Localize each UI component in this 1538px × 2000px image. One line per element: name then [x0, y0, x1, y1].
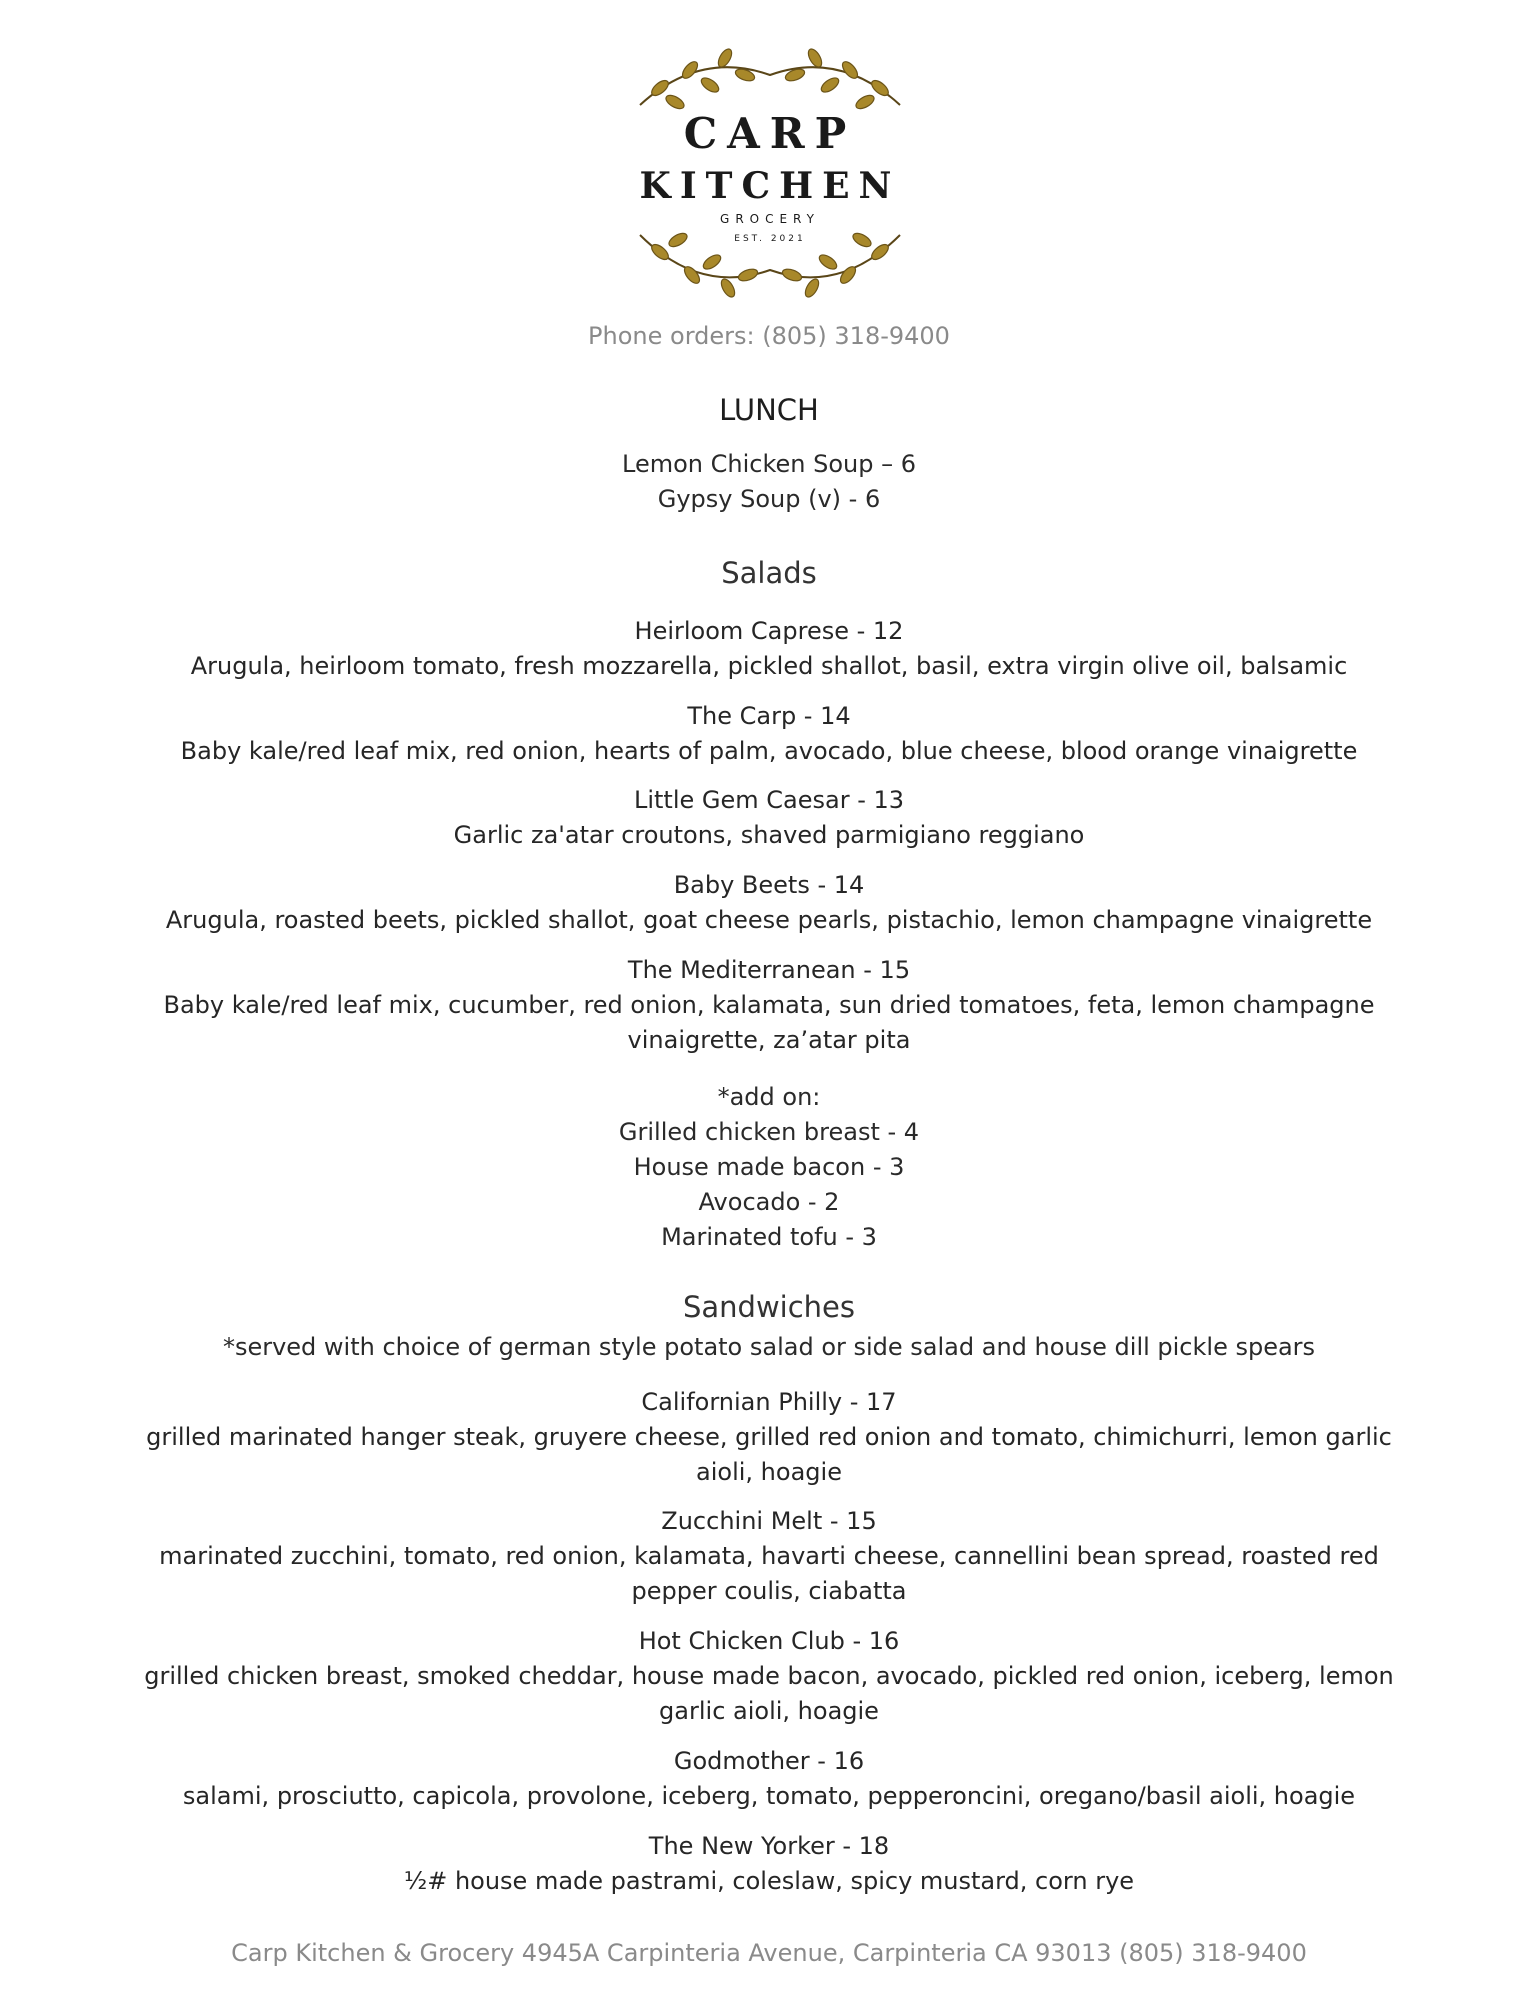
salad-add-ons: [0, 1080, 1538, 1255]
salad-description: Baby kale/red leaf mix, red onion, hearts of palm, avocado, blue cheese, blood orange vinaigrette: [180, 737, 1358, 765]
salad-description: Arugula, heirloom tomato, fresh mozzarella, pickled shallot, basil, extra virgin olive oil, balsamic: [190, 652, 1348, 680]
soup-item: Gypsy Soup (v) - 6: [657, 485, 881, 513]
sandwich-item: [120, 1504, 1418, 1609]
sandwich-description: ½# house made pastrami, coleslaw, spicy mustard, corn rye: [403, 1867, 1135, 1895]
salad-name: The Carp - 14: [687, 702, 851, 730]
sandwich-name: The New Yorker - 18: [648, 1832, 890, 1860]
soup-item: Lemon Chicken Soup – 6: [622, 450, 916, 478]
sandwich-name: Godmother - 16: [673, 1747, 865, 1775]
salad-item: [120, 614, 1418, 684]
carp-kitchen-logo: [620, 30, 920, 310]
add-on-item: House made bacon - 3: [633, 1153, 905, 1181]
footer-address: Carp Kitchen & Grocery 4945A Carpinteria Avenue, Carpinteria CA 93013 (805) 318-9400: [231, 1939, 1307, 1967]
sandwiches-title: Sandwiches: [682, 1290, 856, 1324]
add-on-label: *add on:: [717, 1083, 821, 1111]
salad-item: [120, 699, 1418, 769]
logo-est: EST. 2021: [734, 234, 806, 244]
soup-list: [0, 447, 1538, 517]
salad-description: Arugula, roasted beets, pickled shallot, goat cheese pearls, pistachio, lemon champagne vinaigrette: [165, 906, 1373, 934]
add-on-item: Marinated tofu - 3: [661, 1223, 877, 1251]
sandwich-item: [120, 1829, 1418, 1899]
salad-name: Baby Beets - 14: [673, 871, 865, 899]
lunch-title: LUNCH: [719, 393, 819, 427]
salad-name: Heirloom Caprese - 12: [634, 617, 904, 645]
salad-item: [120, 868, 1418, 938]
salad-description: Garlic za'atar croutons, shaved parmigiano reggiano: [453, 821, 1085, 849]
salad-name: The Mediterranean - 15: [627, 956, 911, 984]
sandwich-name: Zucchini Melt - 15: [661, 1507, 877, 1535]
phone-orders: Phone orders: (805) 318-9400: [588, 322, 950, 350]
salad-item: [120, 783, 1418, 853]
salad-description: Baby kale/red leaf mix, cucumber, red onion, kalamata, sun dried tomatoes, feta, lemon champagne vinaigrette, za’atar pita: [163, 991, 1375, 1054]
top-laurel-icon: [640, 47, 900, 111]
sandwiches-note: *served with choice of german style potato salad or side salad and house dill pickle spears: [222, 1333, 1316, 1361]
sandwich-description: grilled chicken breast, smoked cheddar, house made bacon, avocado, pickled red onion, iceberg, lemon garlic aioli, hoagie: [144, 1662, 1394, 1725]
salads-title: Salads: [721, 556, 817, 590]
sandwich-item: [120, 1744, 1418, 1814]
add-on-item: Grilled chicken breast - 4: [618, 1118, 920, 1146]
logo-line3: GROCERY: [720, 212, 820, 226]
sandwich-name: Californian Philly - 17: [641, 1388, 897, 1416]
logo-line1: CARP: [683, 109, 857, 158]
salad-item: [120, 953, 1418, 1058]
sandwich-item: [120, 1385, 1418, 1490]
sandwich-description: salami, prosciutto, capicola, provolone, iceberg, tomato, pepperoncini, oregano/basil aioli, hoagie: [182, 1782, 1356, 1810]
logo-line2: KITCHEN: [639, 165, 901, 207]
sandwich-item: [120, 1624, 1418, 1729]
salad-name: Little Gem Caesar - 13: [633, 786, 905, 814]
sandwich-description: marinated zucchini, tomato, red onion, kalamata, havarti cheese, cannellini bean spread, roasted red pepper coulis, ciabatta: [159, 1542, 1379, 1605]
add-on-item: Avocado - 2: [698, 1188, 840, 1216]
sandwich-name: Hot Chicken Club - 16: [638, 1627, 900, 1655]
sandwich-description: grilled marinated hanger steak, gruyere cheese, grilled red onion and tomato, chimichurri, lemon garlic aioli, hoagie: [146, 1423, 1392, 1486]
